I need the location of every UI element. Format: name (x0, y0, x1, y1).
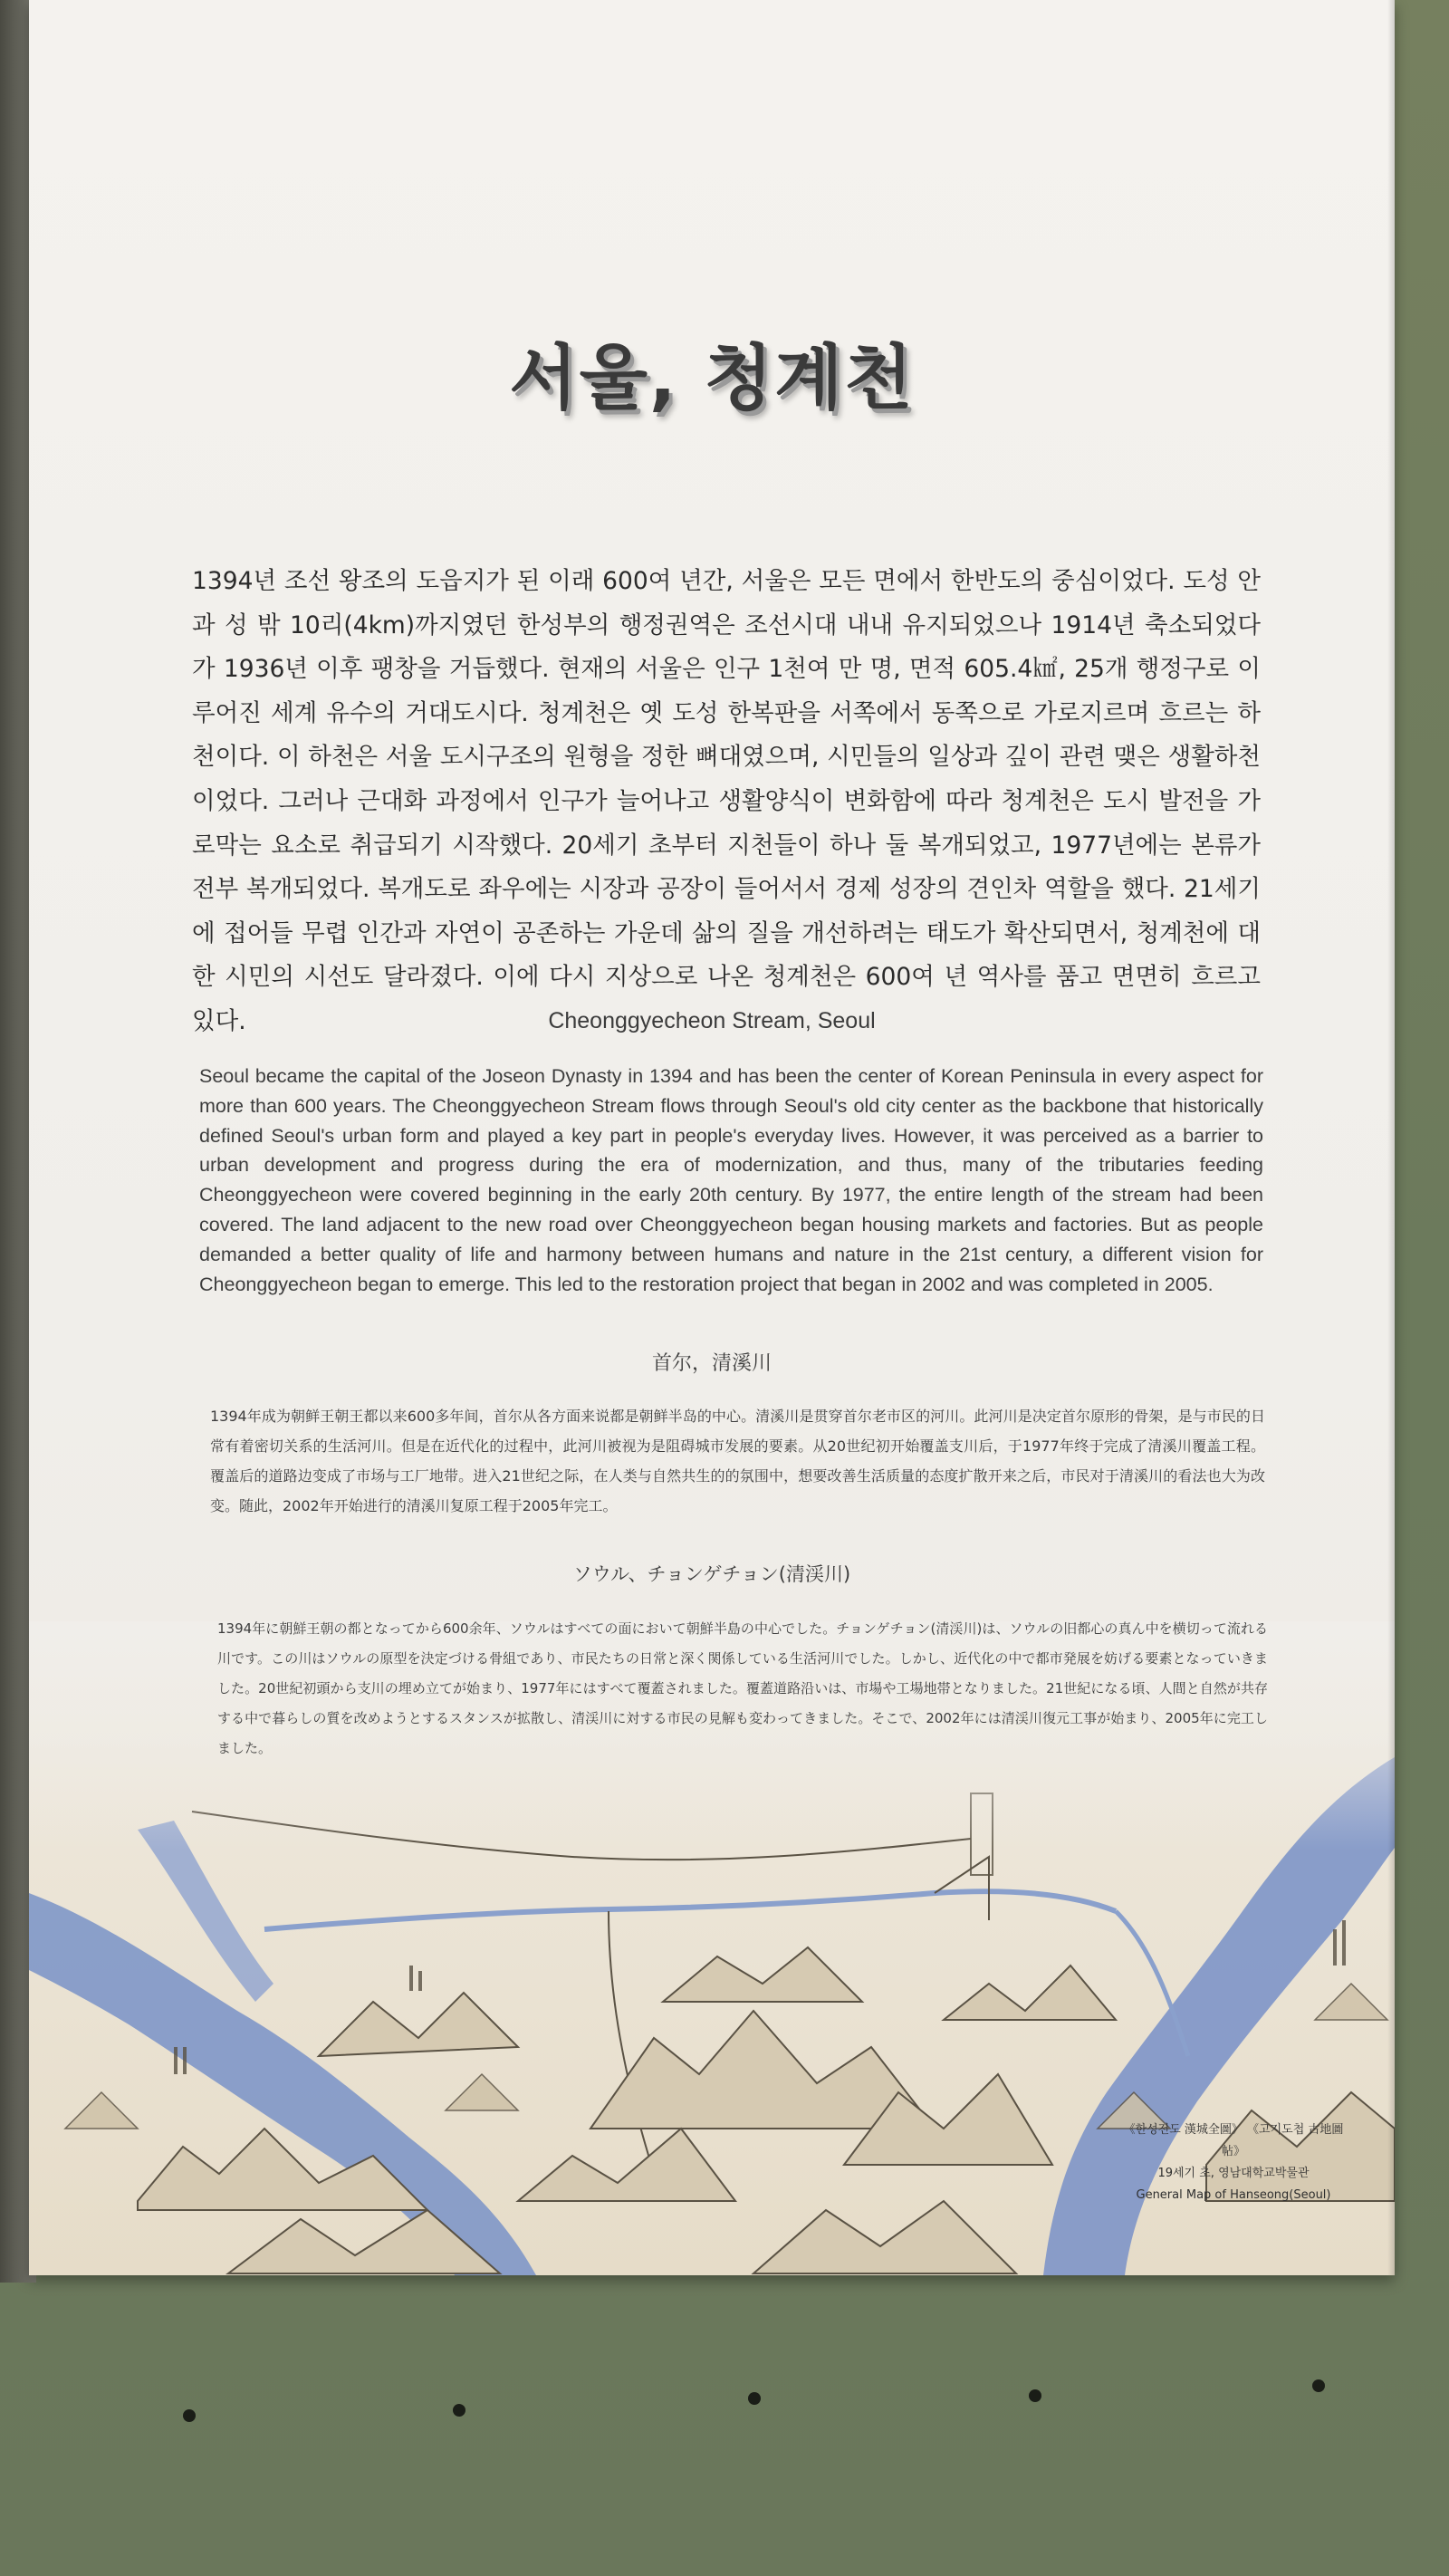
map-caption-english: General Map of Hanseong(Seoul) (1136, 2188, 1331, 2202)
map-caption-source: 19세기 초, 영남대학교박물관 (1157, 2167, 1310, 2180)
japanese-heading: ソウル、チョンゲチョン(清渓川) (572, 1563, 851, 1585)
panel-title: 서울, 청계천 (509, 338, 915, 419)
english-heading: Cheonggyecheon Stream, Seoul (548, 1008, 876, 1033)
exhibit-panel (29, 0, 1395, 2275)
chinese-heading: 首尔，清溪川 (651, 1352, 772, 1375)
map-caption (1116, 2119, 1351, 2206)
map-caption-title: 《한성전도 漢城全圖》 《고지도첩 古地圖帖》 (1123, 2123, 1344, 2158)
panel-edge (1387, 0, 1395, 2275)
japanese-description: 1394年に朝鮮王朝の都となってから600余年、ソウルはすべての面において朝鮮半島の中心でした。チョンゲチョン(清渓川)は、ソウルの旧都心の真ん中を横切って流れる川です。この川はソウルの原型を決定づける骨組であり、市民たちの日常と深く関係している生活河川でした。しかし、近代化の中で都市発展を妨げる要素となっていきました。20世紀初頭から支川の埋め立てが始まり、1977年にはすべて覆蓋されました。覆蓋道路沿いは、市場や工場地帯となりました。21世紀になる頃、人間と自然が共存する中で暮らしの質を改めようとするスタンスが拡散し、清渓川に対する市民の見解も変わってきました。そこで、2002年には清渓川復元工事が始まり、2005年に完工しました。 (217, 1620, 1268, 1756)
korean-description: 1394년 조선 왕조의 도읍지가 된 이래 600여 년간, 서울은 모든 면에서 한반도의 중심이었다. 도성 안과 성 밖 10리(4km)까지였던 한성부의 행정권역은 조선시대 내내 유지되었으나 1914년 축소되었다가 1936년 이후 팽창을 거듭했다. 현재의 서울은 인구 1천여 만 명, 면적 605.4㎢, 25개 행정구로 이루어진 세계 유수의 거대도시다. 청계천은 옛 도성 한복판을 서쪽에서 동쪽으로 가로지르며 흐르는 하천이다. 이 하천은 서울 도시구조의 원형을 정한 뼈대였으며, 시민들의 일상과 깊이 관련 맺은 생활하천이었다. 그러나 근대화 과정에서 인구가 늘어나고 생활양식이 변화함에 따라 청계천은 도시 발전을 가로막는 요소로 취급되기 시작했다. 20세기 초부터 지천들이 하나 둘 복개되었고, 1977년에는 본류가 전부 복개되었다. 복개도로 좌우에는 시장과 공장이 들어서서 경제 성장의 견인차 역할을 했다. 21세기에 접어들 무렵 인간과 자연이 공존하는 가운데 삶의 질을 개선하려는 태도가 확산되면서, 청계천에 대한 시민의 시선도 달라졌다. 이에 다시 지상으로 나온 청계천은 600여 년 역사를 품고 면면히 흐르고 있다. (192, 567, 1261, 1035)
english-description: Seoul became the capital of the Joseon Dynasty in 1394 and has been the center of Korean Peninsula in every aspect for more than 600 years. The Cheonggyecheon Stream flows through Seoul's old city center as the backbone that historically defined Seoul's urban form and played a key part in people's everyday lives. However, it was perceived as a barrier to urban development and progress during the era of modernization, and thus, many of the tributaries feeding Cheonggyecheon were covered beginning in the early 20th century. By 1977, the entire length of the stream had been covered. The land adjacent to the new road over Cheonggyecheon began housing markets and factories. But as people demanded a better quality of life and harmony between humans and nature in the 21st century, a different vision for Cheonggyecheon began to emerge. This led to the restoration project that began in 2002 and was completed in 2005. (199, 1065, 1263, 1295)
chinese-description: 1394年成为朝鲜王朝王都以来600多年间，首尔从各方面来说都是朝鲜半岛的中心。清溪川是贯穿首尔老市区的河川。此河川是决定首尔原形的骨架，是与市民的日常有着密切关系的生活河川。但是在近代化的过程中，此河川被视为是阻碍城市发展的要素。从20世纪初开始覆盖支川后，于1977年终于完成了清溪川覆盖工程。覆盖后的道路边变成了市场与工厂地带。进入21世纪之际，在人类与自然共生的的氛围中，想要改善生活质量的态度扩散开来之后，市民对于清溪川的看法也大为改变。随此，2002年开始进行的清溪川复原工程于2005年完工。 (210, 1408, 1265, 1514)
